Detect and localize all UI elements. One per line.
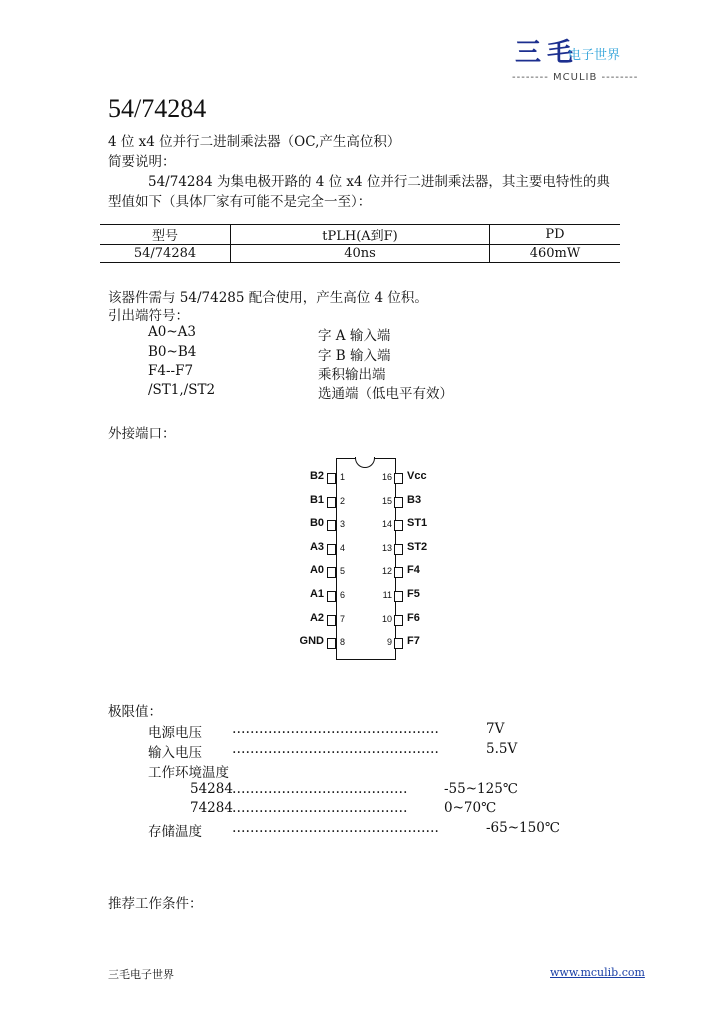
pin-number: 8 bbox=[340, 637, 346, 648]
limit-dots: ………………………………………. bbox=[232, 721, 439, 737]
limit-name: 74284 bbox=[190, 800, 233, 816]
pin-box bbox=[327, 520, 336, 531]
table-header-tplh: tPLH(A到F) bbox=[231, 225, 490, 245]
pin-number: 2 bbox=[340, 495, 346, 506]
limit-dots: ………………………………………. bbox=[232, 741, 439, 757]
limit-name: 工作环境温度 bbox=[148, 765, 229, 781]
conditions-heading: 推荐工作条件： bbox=[108, 896, 203, 912]
pin-number: 3 bbox=[340, 519, 346, 530]
pin-box bbox=[327, 591, 336, 602]
pin-symbol: B0~B4 bbox=[148, 344, 197, 360]
logo-main: 三毛 bbox=[515, 38, 580, 68]
pin-box bbox=[327, 615, 336, 626]
table-cell-tplh: 40ns bbox=[231, 245, 490, 263]
pin-label: B3 bbox=[407, 493, 422, 506]
limit-value: 7V bbox=[486, 721, 505, 737]
pin-label: A2 bbox=[309, 611, 324, 624]
limits-heading: 极限值： bbox=[108, 704, 162, 720]
page-title: 54/74284 bbox=[108, 94, 207, 123]
pin-symbol: F4--F7 bbox=[148, 363, 194, 379]
limit-dots: ………………………………… bbox=[232, 800, 408, 816]
pin-desc: 字 B 输入端 bbox=[318, 348, 391, 364]
limit-dots: ………………………………… bbox=[232, 781, 408, 797]
pin-box bbox=[394, 497, 403, 508]
pin-box bbox=[327, 473, 336, 484]
table-cell-pd: 460mW bbox=[490, 245, 621, 263]
table-header-pd: PD bbox=[490, 225, 621, 245]
pin-label: B0 bbox=[309, 517, 324, 530]
pin-box bbox=[327, 497, 336, 508]
pin-label: B2 bbox=[309, 470, 324, 482]
limit-value: -65~150℃ bbox=[486, 820, 560, 836]
footer-brand: 三毛电子世界 bbox=[108, 968, 174, 981]
pin-number: 13 bbox=[381, 542, 392, 553]
pin-box bbox=[394, 615, 403, 626]
table-header-model: 型号 bbox=[100, 225, 231, 245]
table-row bbox=[100, 245, 620, 263]
pin-number: 11 bbox=[382, 590, 392, 600]
pin-number: 14 bbox=[381, 519, 392, 530]
limit-dots: ………………………………………. bbox=[232, 820, 439, 836]
package-heading: 外接端口： bbox=[108, 426, 176, 442]
pin-number: 4 bbox=[340, 542, 346, 553]
pin-number: 9 bbox=[386, 637, 392, 648]
table-header-row bbox=[100, 225, 620, 245]
pin-box bbox=[394, 473, 403, 484]
pin-desc: 乘积输出端 bbox=[318, 367, 386, 383]
pin-box bbox=[394, 638, 403, 649]
pin-number: 12 bbox=[381, 566, 392, 577]
intro-line1: 54/74284 为集电极开路的 4 位 x4 位并行二进制乘法器，其主要电特性的典 bbox=[148, 174, 610, 190]
pin-box bbox=[327, 544, 336, 555]
pin-number: 16 bbox=[381, 472, 392, 482]
pin-label: A0 bbox=[309, 564, 324, 577]
pin-number: 6 bbox=[340, 590, 346, 600]
pin-label: A3 bbox=[309, 540, 324, 553]
pin-label: Vcc bbox=[407, 470, 427, 482]
limit-value: 5.5V bbox=[486, 741, 518, 757]
usage-note: 该器件需与 54/74285 配合使用，产生高位 4 位积。 bbox=[108, 290, 428, 306]
pin-box bbox=[327, 638, 336, 649]
logo-sub: 电子世界 bbox=[568, 48, 621, 63]
pin-label: F7 bbox=[407, 635, 420, 648]
footer-link[interactable]: www.mculib.com bbox=[550, 966, 645, 979]
pin-box bbox=[394, 544, 403, 555]
pin-number: 15 bbox=[381, 495, 392, 506]
pin-label: F5 bbox=[407, 588, 420, 600]
limit-name: 存储温度 bbox=[148, 824, 202, 840]
pin-label: ST1 bbox=[407, 517, 428, 530]
logo-tag: -------- MCULIB -------- bbox=[512, 72, 639, 83]
pin-label: F6 bbox=[407, 611, 420, 624]
pin-label: GND bbox=[299, 635, 324, 648]
intro-line2: 型值如下（具体厂家有可能不是完全一至）： bbox=[108, 194, 372, 210]
pin-number: 7 bbox=[340, 613, 346, 624]
pin-number: 10 bbox=[381, 613, 392, 624]
pin-box bbox=[327, 567, 336, 578]
pin-box bbox=[394, 591, 403, 602]
pin-desc: 字 A 输入端 bbox=[318, 328, 391, 344]
table-cell-model: 54/74284 bbox=[100, 245, 231, 263]
pin-box bbox=[394, 567, 403, 578]
pin-label: B1 bbox=[309, 493, 324, 506]
limit-value: 0~70℃ bbox=[444, 800, 497, 816]
pin-label: A1 bbox=[309, 588, 324, 600]
limit-value: -55~125℃ bbox=[444, 781, 518, 797]
pin-symbol: /ST1,/ST2 bbox=[148, 382, 216, 398]
pin-symbol: A0~A3 bbox=[148, 324, 196, 340]
limit-name: 54284 bbox=[190, 781, 233, 797]
dip16-package bbox=[336, 458, 396, 660]
limit-name: 电源电压 bbox=[148, 725, 202, 741]
intro-heading: 简要说明： bbox=[108, 154, 176, 170]
limit-name: 输入电压 bbox=[148, 745, 202, 761]
pin-box bbox=[394, 520, 403, 531]
pin-desc: 选通端（低电平有效） bbox=[318, 386, 453, 402]
spec-table bbox=[100, 224, 620, 263]
subtitle: 4 位 x4 位并行二进制乘法器（OC,产生高位积） bbox=[108, 134, 401, 150]
pin-number: 5 bbox=[340, 566, 346, 577]
pin-label: ST2 bbox=[407, 540, 428, 553]
pin-label: F4 bbox=[407, 564, 420, 577]
pins-heading: 引出端符号： bbox=[108, 308, 189, 324]
pin-number: 1 bbox=[340, 472, 346, 482]
